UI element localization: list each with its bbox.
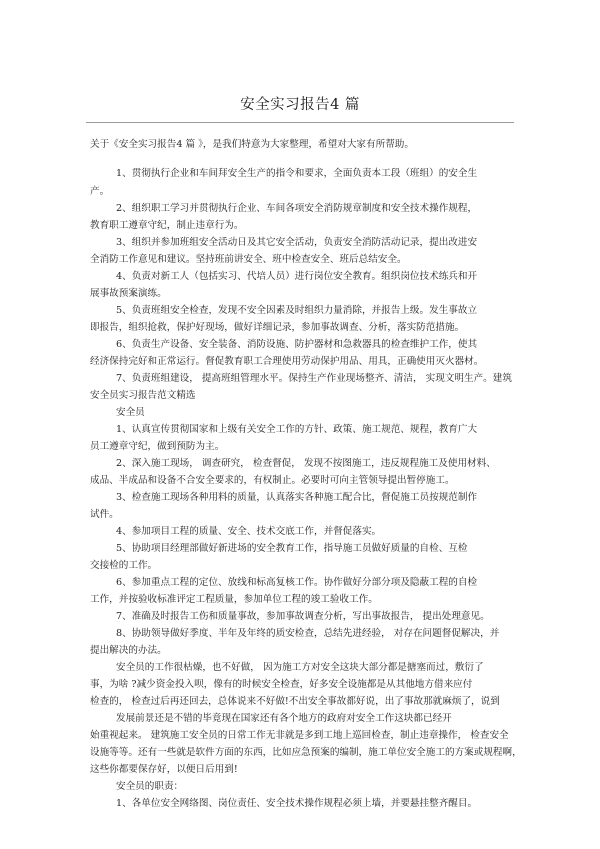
text-line: 2、组织职工学习并贯彻执行企业、车间各项安全消防规章制度和安全技术操作规程，: [116, 203, 478, 214]
section-subheading: 安全员: [116, 407, 145, 418]
text-line: 6、参加重点工程的定位、放线和标高复核工作。协作做好分部分项及隐蔽工程的自检: [116, 577, 478, 588]
section-subheading: 安全员的职责：: [116, 781, 184, 792]
text-line: 始重视起来。 建筑施工安全员的日常工作无非就是多到工地上巡回检查，制止违章操作， 检查安全: [90, 730, 509, 741]
text-line: 产。: [90, 186, 110, 197]
document-title: 安全实习报告4 篇: [240, 97, 360, 113]
text-line: 3、组织并参加班组安全活动日及其它安全活动，负责安全消防活动记录，提出改进安: [116, 237, 478, 248]
text-line: 教育职工遵章守纪，制止违章行为。: [90, 220, 244, 231]
text-line: 5、负责班组安全检查，发现不安全因素及时组织力量消除，并报告上级。发生事故立: [116, 305, 478, 316]
text-line: 事，为啥 ?减少资金投入呗，像有的时候安全检查，好多安全设施都是从其他地方借来应付: [90, 679, 473, 690]
text-line: 即报告，组织抢救，保护好现场，做好详细记录，参加事故调查、分析，落实防范措施。: [90, 322, 465, 333]
text-line: 交接检的工作。: [90, 560, 158, 571]
section-heading: 安全员实习报告范文精选: [90, 390, 196, 401]
text-line: 3、检查施工现场各种用料的质量，认真落实各种施工配合比，督促施工员按规范制作: [116, 492, 478, 503]
text-line: 7、准确及时报告工伤和质量事故，参加事故调查分析，写出事故报告， 提出处理意见。: [116, 611, 490, 622]
text-line: 设施等等。还有一些就是软件方面的东西，比如应急预案的编制，施工单位安全施工的方案或规程啊，: [90, 747, 522, 758]
text-line: 1、贯彻执行企业和车间拜安全生产的指令和要求，全面负责本工段（班组）的安全生: [116, 168, 478, 179]
text-line: 1、各单位安全网络图、岗位责任、安全技术操作规程必须上墙，并要悬挂整齐醒目。: [116, 798, 478, 809]
text-line: 员工遵章守纪，做到预防为主。: [90, 441, 225, 452]
text-line: 6、负责生产设备、安全装备、消防设施、防护器材和急救器具的检查维护工作，使其: [116, 339, 478, 350]
text-line: 发展前景还是不错的毕竟现在国家还有各个地方的政府对安全工作这块都已经开: [116, 713, 452, 724]
text-line: 7、负责班组建设， 提高班组管理水平。保持生产作业现场整齐、清洁， 实现文明生产。建筑: [116, 373, 512, 384]
text-line: 成品、半成品和设备不合安全要求的，有权制止。必要时可向主管领导提出暂停施工。: [90, 475, 455, 486]
text-line: 1、认真宣传贯彻国家和上级有关安全工作的方针、政策、施工规范、规程，教育广大: [116, 424, 478, 435]
text-line: 5、协助项目经理部做好新进场的安全教育工作，指导施工员做好质量的自检、互检: [116, 543, 468, 554]
text-line: 提出解决的办法。: [90, 645, 167, 656]
text-line: 安全员的工作很枯燥，也不好做， 因为施工方对安全这块大部分都是搪塞而过，敷衍了: [116, 662, 484, 673]
text-line: 4、参加项目工程的质量、安全、技术交底工作，并督促落实。: [116, 526, 382, 537]
text-line: 全消防工作意见和建议。坚持班前讲安全、班中检查安全、班后总结安全。: [90, 254, 407, 265]
text-line: 试件。: [90, 509, 119, 520]
text-line: 经济保持完好和正常运行。督促教育职工合理使用劳动保护用品、用具，正确使用灭火器材。: [90, 356, 484, 367]
text-line: 4、负责对新工人（包括实习、代培人员）进行岗位安全教育。组织岗位技术练兵和开: [116, 271, 478, 282]
text-line: 展事故预案演练。: [90, 288, 167, 299]
text-line: 这些你都要保存好，以便日后用到!: [90, 764, 238, 775]
intro-line: 关于《安全实习报告4 篇 》，是我们特意为大家整理，希望对大家有所帮助。: [90, 139, 414, 150]
text-line: 2、深入施工现场， 调查研究， 检查督促， 发现不按图施工，违反规程施工及使用材料、: [116, 458, 496, 469]
text-line: 工作，并按验收标准评定工程质量，参加单位工程的竣工验收工作。: [90, 594, 378, 605]
text-line: 8、协助领导做好季度、半年及年终的质安检查，总结先进经验， 对存在问题督促解决，并: [116, 628, 500, 639]
title-divider: [86, 122, 514, 123]
text-line: 检查的， 检查过后再还回去，总体说来不好做!不出安全事故都好说，出了事故那就麻烦了，说到: [90, 696, 500, 707]
